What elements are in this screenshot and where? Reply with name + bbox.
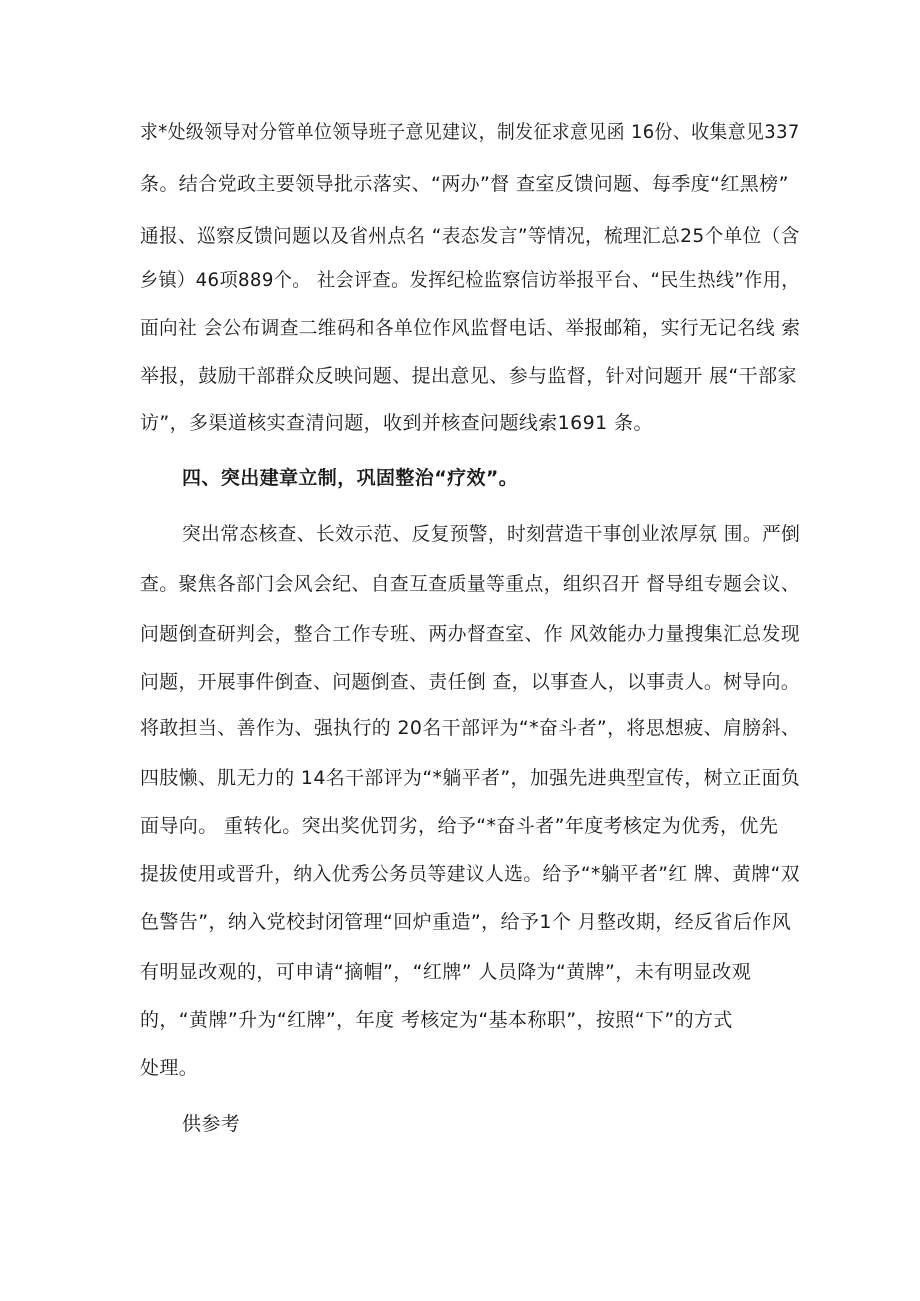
paragraph-line: 突出常态核查、长效示范、反复预警，时刻营造干事创业浓厚氛 围。严倒 bbox=[182, 523, 801, 545]
paragraph-line: 色警告”，纳入党校封闭管理“回炉重造”，给予1个 月整改期，经反省后作风 bbox=[140, 911, 792, 933]
paragraph-line: 乡镇）46项889个。 社会评查。发挥纪检监察信访举报平台、“民生热线”作用， bbox=[140, 269, 800, 291]
paragraph-line: 四肢懒、肌无力的 14名干部评为“*躺平者”，加强先进典型宣传，树立正面负 bbox=[140, 767, 801, 789]
paragraph-line: 处理。 bbox=[140, 1057, 199, 1079]
paragraph-line: 面向社 会公布调查二维码和各单位作风监督电话、举报邮箱，实行无记名线 索 bbox=[140, 317, 801, 339]
paragraph-line: 查。聚焦各部门会风会纪、自查互查质量等重点，组织召开 督导组专题会议、 bbox=[140, 573, 801, 595]
paragraph-line: 通报、巡察反馈问题以及省州点名 “表态发言”等情况，梳理汇总25个单位（含 bbox=[140, 225, 800, 247]
paragraph-line: 有明显改观的，可申请“摘帽”，“红牌” 人员降为“黄牌”，未有明显改观 bbox=[140, 961, 752, 983]
paragraph-line: 面导向。 重转化。突出奖优罚劣，给予“*奋斗者”年度考核定为优秀，优先 bbox=[140, 815, 779, 837]
paragraph-line: 问题，开展事件倒查、问题倒查、责任倒 查，以事查人，以事责人。树导向。 bbox=[140, 671, 801, 693]
paragraph-line: 条。结合党政主要领导批示落实、“两办”督 查室反馈问题、每季度“红黑榜” bbox=[140, 173, 789, 195]
paragraph-line: 求*处级领导对分管单位领导班子意见建议，制发征求意见函 16份、收集意见337 bbox=[140, 121, 800, 143]
paragraph-line: 的，“黄牌”升为“红牌”，年度 考核定为“基本称职”，按照“下”的方式 bbox=[140, 1009, 733, 1031]
paragraph-line: 提拔使用或晋升，纳入优秀公务员等建议人选。给予“*躺平者”红 牌、黄牌“双 bbox=[140, 863, 800, 885]
paragraph-line: 将敢担当、善作为、强执行的 20名干部评为“*奋斗者”，将思想疲、肩膀斜、 bbox=[140, 717, 801, 739]
paragraph-line: 访”，多渠道核实查清问题，收到并核查问题线索1691 条。 bbox=[140, 412, 653, 434]
paragraph-line: 举报，鼓励干部群众反映问题、提出意见、参与监督，针对问题开 展“干部家 bbox=[140, 365, 797, 387]
paragraph-line: 问题倒查研判会，整合工作专班、两办督查室、作 风效能办力量搜集汇总发现 bbox=[140, 623, 801, 645]
section-heading: 四、突出建章立制，巩固整治“疗效”。 bbox=[182, 467, 519, 489]
closing-note: 供参考 bbox=[182, 1113, 241, 1135]
